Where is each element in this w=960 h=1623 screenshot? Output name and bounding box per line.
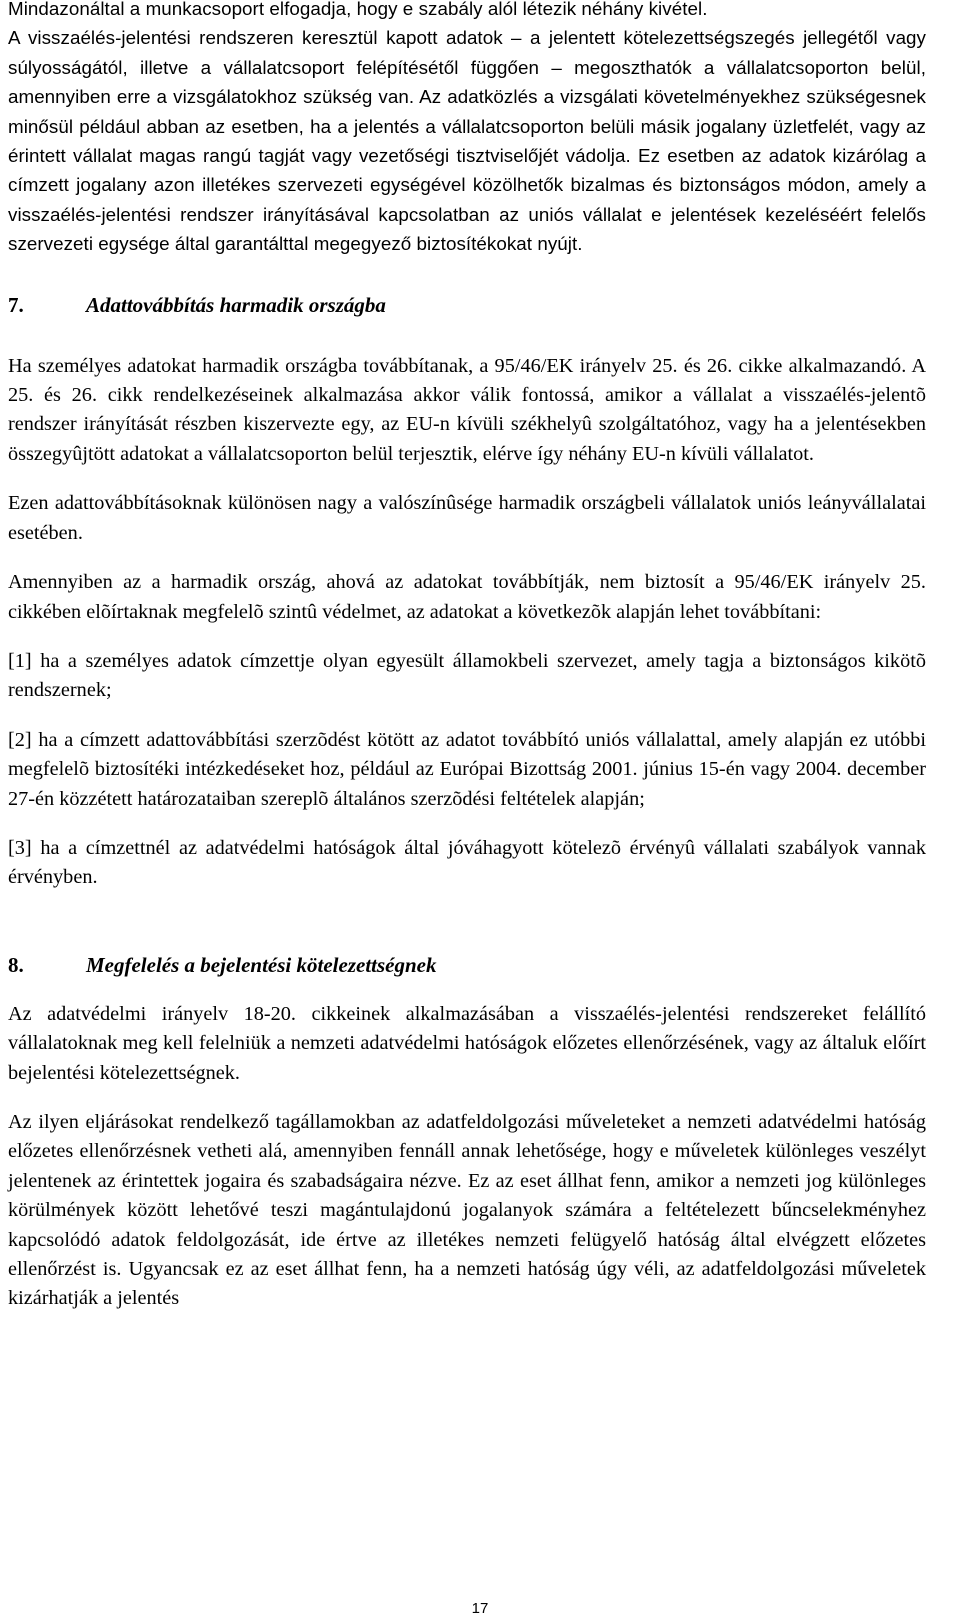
section-8-number: 8. — [8, 952, 24, 977]
section-8-title: Megfelelés a bejelentési kötelezettségnek — [86, 952, 437, 977]
section-7-number: 7. — [8, 292, 24, 317]
section-7-paragraph-2: Ezen adattovábbításoknak különösen nagy a valószínûsége harmadik országbeli vállalatok uniós leányvállalatai esetében. — [8, 492, 926, 544]
section-7-heading — [8, 291, 926, 320]
section-7-paragraph-3: Amennyiben az a harmadik ország, ahová az adatokat továbbítják, nem biztosít a 95/46/EK irányelv 25. cikkében elõírtaknak megfelelõ szintû védelmet, az adatokat a következõk alapján lehet továbbítani: — [8, 571, 926, 623]
page-number: 17 — [471, 1600, 489, 1617]
section-7-list-item-1: [1] ha a személyes adatok címzettje olyan egyesült államokbeli szervezet, amely tagja a biztonságos kikötõ rendszernek; — [8, 649, 926, 702]
group-data-sharing-paragraph: A visszaélés-jelentési rendszeren keresztül kapott adatok – a jelentett kötelezettségszegés jellegétől vagy súlyosságától, illetve a vállalatcsoport felépítésétől függően – megoszthatók a vállalatcsoporton belül, amennyiben erre a vizsgálatokhoz szükség van. Az adatközlés a vizsgálati követelményekhez szükségesnek minősül például abban az esetben, ha a jelentés a vállalatcsoporton belüli másik jogalany üzletfelét, vagy az érintett vállalat magas rangú tagját vagy vezetőségi tisztviselőjét vádolja. Ez esetben az adatok kizárólag a címzett jogalany azon illetékes szervezeti egységével közölhetők bizalmas és biztonságos módon, amely a visszaélés-jelentési rendszer irányításával kapcsolatban az uniós vállalat e jelentések kezeléséért felelős szervezeti egysége által garantálttal megegyező biztosítékokat nyújt. — [8, 27, 926, 255]
document-page — [8, 0, 926, 1314]
intro-paragraph: Mindazonáltal a munkacsoport elfogadja, hogy e szabály alól létezik néhány kivétel. — [8, 0, 708, 19]
section-7-list-item-3: [3] ha a címzettnél az adatvédelmi hatóságok által jóváhagyott kötelezõ érvényû vállalati szabályok vannak érvényben. — [8, 836, 926, 889]
section-8-heading — [8, 951, 926, 980]
section-7-list-item-2: [2] ha a címzett adattovábbítási szerzõdést kötött az adatot továbbító uniós vállalattal, amely alapján ez utóbbi megfelelõ biztosítéki intézkedéseket hoz, például az Európai Bizottság 2001. június 15-én vagy 2004. december 27-én közzétett határozataiban szereplõ általános szerzõdési feltételek alapján; — [8, 728, 926, 810]
section-7-title: Adattovábbítás harmadik országba — [86, 292, 386, 317]
section-7-paragraph-1: Ha személyes adatokat harmadik országba továbbítanak, a 95/46/EK irányelv 25. és 26. cikke alkalmazandó. A 25. és 26. cikk rendelkezéseinek alkalmazása akkor válik fontossá, amikor a vállalat a visszaélés-jelentõ rendszer irányítását részben kiszervezte egy, az EU-n kívüli székhelyû szolgáltatóhoz, vagy ha a jelentésekben összegyûjtött adatokat a vállalatcsoporton belül terjesztik, elérve így néhány EU-n kívüli vállalatot. — [8, 354, 926, 465]
section-8-paragraph-2: Az ilyen eljárásokat rendelkező tagállamokban az adatfeldolgozási műveleteket a nemzeti adatvédelmi hatóság előzetes ellenőrzésnek vetheti alá, amennyiben fennáll annak lehetősége, hogy e műveletek különleges veszélyt jelentenek az érintettek jogaira és szabadságaira nézve. Ez az eset állhat fenn, amikor a nemzeti jog különleges körülmények között lehetővé teszi magántulajdonú jogalanyok számára a feltételezett bűncselekményhez kapcsolódó adatok feldolgozását, ide értve az illetékes nemzeti felügyelő hatóság által elvégzett előzetes ellenőrzést is. Ugyancsak ez az eset állhat fenn, ha a nemzeti hatóság úgy véli, az adatfeldolgozási műveletek kizárhatják a jelentés — [8, 1110, 926, 1310]
section-8-paragraph-1: Az adatvédelmi irányelv 18-20. cikkeinek alkalmazásában a visszaélés-jelentési rendszereket felállító vállalatoknak meg kell felelniük a nemzeti adatvédelmi hatóságok előzetes ellenőrzésének, vagy az általuk előírt bejelentési kötelezettségnek. — [8, 1002, 926, 1084]
